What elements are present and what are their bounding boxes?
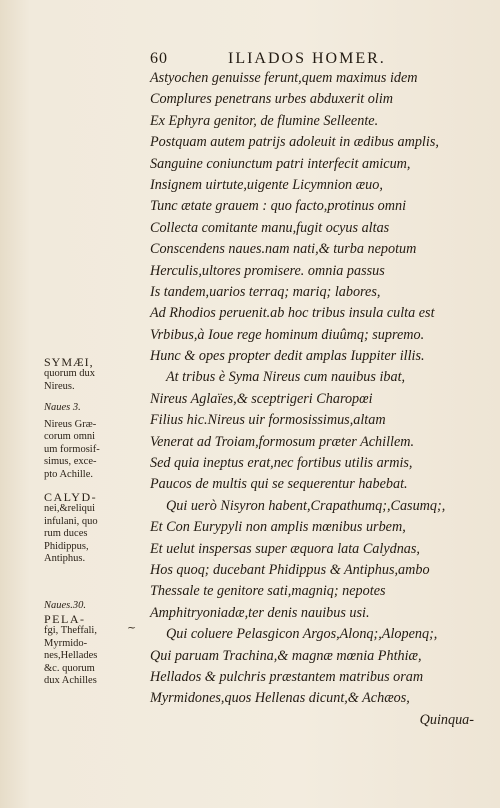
running-title: ILIADOS HOMER. bbox=[228, 50, 386, 67]
verse-line: Qui uerò Nisyron habent,Crapathumq;,Casumq;, bbox=[166, 497, 446, 514]
margin-note-line: Nireus Græ- bbox=[44, 419, 97, 430]
verse-line: Venerat ad Troiam,formosum præter Achillem. bbox=[150, 433, 415, 450]
margin-note-line: corum omni bbox=[44, 431, 96, 443]
verse-line: Conscendens naues.nam nati,& turba nepotum bbox=[150, 241, 417, 258]
margin-note-naues-3 bbox=[44, 402, 148, 414]
verse-line: Paucos de multis qui se sequerentur habebat. bbox=[150, 476, 408, 493]
margin-note-line: rum duces bbox=[44, 528, 88, 540]
margin-note-line: Phidippus, bbox=[44, 540, 89, 552]
margin-note-line: Nireus. bbox=[44, 380, 75, 392]
verse-line: Postquam autem patrijs adoleuit in ædibus amplis, bbox=[150, 134, 439, 151]
margin-note-line: pto Achille. bbox=[44, 468, 93, 480]
tilde-mark-icon: ~ bbox=[127, 621, 137, 634]
margin-note-line: dux Achilles bbox=[44, 675, 97, 687]
margin-note-line: nes,Hellades bbox=[44, 650, 98, 662]
verse-line: Herculis,ultores promisere. omnia passus bbox=[150, 262, 385, 279]
verse-line: Qui coluere Pelasgicon Argos,Alonq;,Alopenq;, bbox=[166, 626, 438, 643]
verse-line: Hellados & pulchris præstantem matribus oram bbox=[150, 668, 424, 685]
verse-line: Amphitryoniadæ,ter denis nauibus usi. bbox=[150, 604, 370, 621]
margin-note-line: CALYD- bbox=[44, 490, 98, 504]
margin-note-line: SYMÆI, bbox=[44, 355, 94, 369]
verse-line: Filius hic.Nireus uir formosissimus,altam bbox=[150, 412, 386, 429]
verse-line: Tunc ætate grauem : quo facto,protinus omni bbox=[150, 198, 407, 215]
margin-note-line: Naues 3. bbox=[44, 402, 81, 413]
margin-note-line: infulani, quo bbox=[44, 515, 98, 527]
verse-line: Sed quia ineptus erat,nec fortibus utilis armis, bbox=[150, 455, 413, 472]
verse-text bbox=[150, 68, 480, 731]
margin-note-line: um formosif- bbox=[44, 443, 100, 455]
margin-note-line: Naues.30. bbox=[44, 600, 86, 611]
verse-line: Astyochen genuisse ferunt,quem maximus idem bbox=[150, 70, 418, 86]
verse-line: Qui paruam Trachina,& magnæ mœnia Phthiæ, bbox=[150, 647, 422, 664]
verse-line: Complures penetrans urbes abduxerit olim bbox=[150, 91, 394, 108]
margin-note-line: Antiphus. bbox=[44, 553, 86, 565]
verse-line: Vrbibus,à Ioue rege hominum diuûmq; supremo. bbox=[150, 326, 425, 343]
verse-line: Hos quoq; ducebant Phidippus & Antiphus,ambo bbox=[150, 561, 430, 578]
margin-note-line: PELA- bbox=[44, 612, 86, 626]
verse-line: Et uelut inspersas super æquora lata Calydnas, bbox=[150, 540, 420, 557]
margin-note-pelasgi bbox=[44, 613, 148, 687]
margin-note-line: fgi, Theffali, bbox=[44, 625, 97, 637]
verse-line: Ex Ephyra genitor, de flumine Selleente. bbox=[150, 112, 379, 129]
verse-line: Is tandem,uarios terraq; mariq; labores, bbox=[150, 283, 381, 300]
margin-note-nireus bbox=[44, 419, 148, 481]
verse-line: At tribus è Syma Nireus cum nauibus ibat, bbox=[166, 369, 406, 386]
verse-line: Nireus Aglaïes,& sceptrigeri Charopœi bbox=[150, 390, 373, 407]
verse-line: Ad Rhodios peruenit.ab hoc tribus insula culta est bbox=[150, 305, 435, 322]
verse-line: Insignem uirtute,uigente Licymnion æuo, bbox=[150, 176, 383, 193]
verse-line: Hunc & opes propter dedit amplas Iuppiter illis. bbox=[150, 348, 425, 365]
verse-line: Et Con Eurypyli non amplis mœnibus urbem, bbox=[150, 519, 406, 536]
catchword: Quinqua- bbox=[419, 711, 474, 728]
margin-note-line: Myrmido- bbox=[44, 637, 88, 649]
verse-line: Collecta comitante manu,fugit ocyus altas bbox=[150, 219, 390, 236]
verse-line: Sanguine coniunctum patri interfecit amicum, bbox=[150, 155, 411, 172]
verse-line: Thessale te genitore sati,magniq; nepotes bbox=[150, 583, 386, 600]
verse-line: Myrmidones,quos Hellenas dicunt,& Achæos, bbox=[150, 690, 410, 707]
margin-note-line: nei,&reliqui bbox=[44, 503, 96, 515]
margin-note-calydnei bbox=[44, 491, 148, 565]
page-number: 60 bbox=[150, 50, 168, 67]
margin-note-line: &c. quorum bbox=[44, 662, 95, 674]
margin-note-line: simus, exce- bbox=[44, 456, 97, 468]
margin-note-symaei bbox=[44, 356, 148, 393]
margin-note-line: quorum dux bbox=[44, 368, 96, 380]
margin-note-naues-30 bbox=[44, 600, 148, 612]
